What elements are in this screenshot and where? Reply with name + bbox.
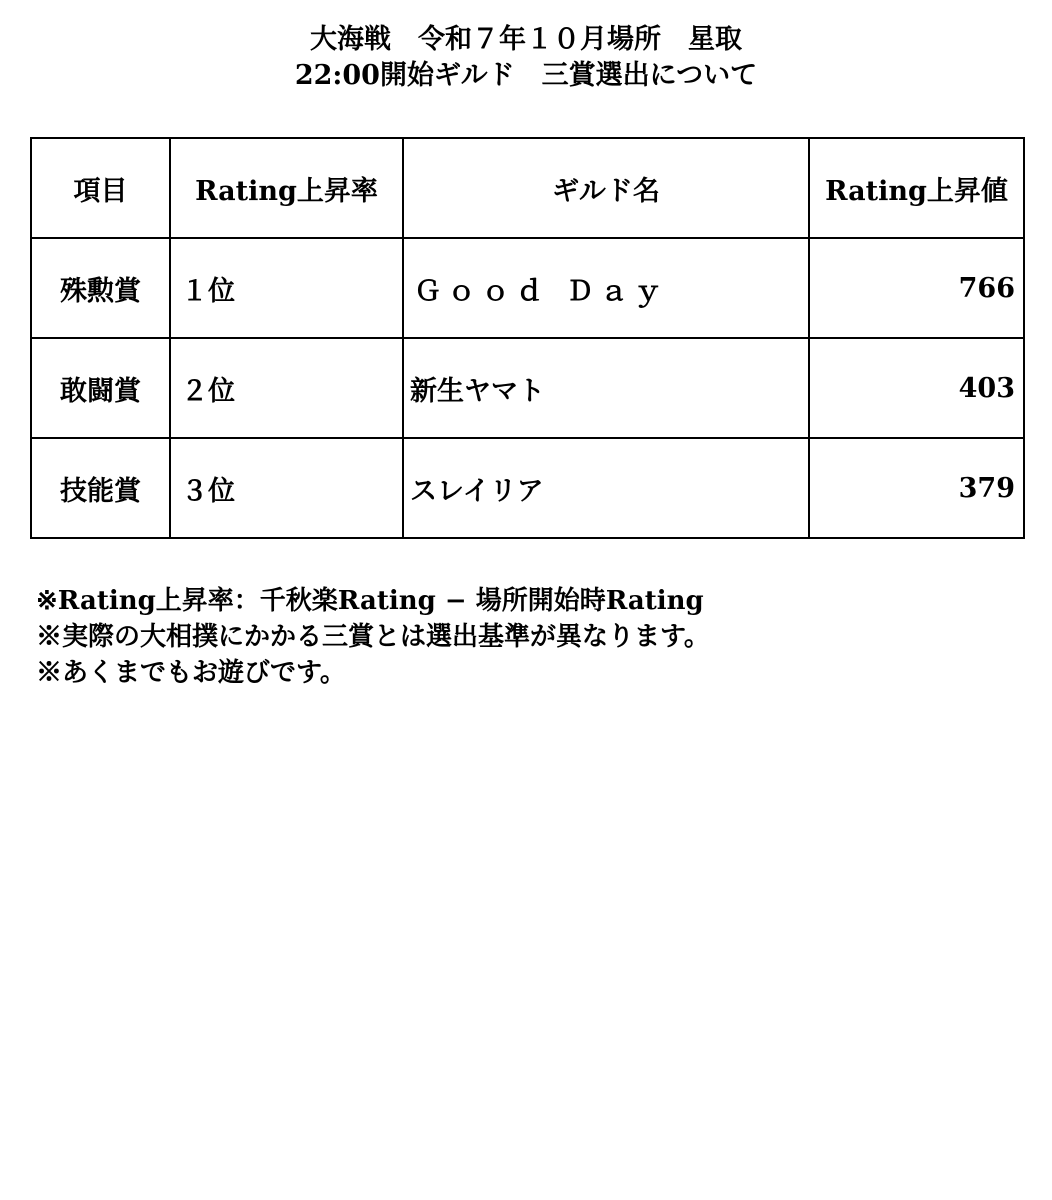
note-just-for-fun: ※あくまでもお遊びです。 [36, 658, 346, 688]
guild-name-cell: Ｇｏｏｄ Ｄａｙ [403, 238, 809, 338]
header-rating-value: Rating上昇値 [809, 138, 1024, 238]
table-header-row [31, 138, 1024, 238]
note-criteria-disclaimer: ※実際の大相撲にかかる三賞とは選出基準が異なります。 [36, 622, 710, 652]
header-item: 項目 [31, 138, 170, 238]
note-rating-definition: ※Rating上昇率：千秋楽Rating − 場所開始時Rating [36, 586, 704, 616]
table-row [31, 438, 1024, 538]
award-cell: 殊勲賞 [31, 238, 170, 338]
award-cell: 技能賞 [31, 438, 170, 538]
award-cell: 敢闘賞 [31, 338, 170, 438]
guild-name-cell: 新生ヤマト [403, 338, 809, 438]
rating-value-cell: 379 [809, 438, 1024, 538]
header-rating-rate: Rating上昇率 [170, 138, 403, 238]
header-guild-name: ギルド名 [403, 138, 809, 238]
rank-cell: ３位 [170, 438, 403, 538]
rating-value-cell: 403 [809, 338, 1024, 438]
guild-name-cell: スレイリア [403, 438, 809, 538]
title-line-2: 22:00開始ギルド 三賞選出について [294, 60, 758, 91]
rank-cell: ２位 [170, 338, 403, 438]
table-row [31, 338, 1024, 438]
rank-cell: １位 [170, 238, 403, 338]
table-row [31, 238, 1024, 338]
title-line-1: 大海戦 令和７年１０月場所 星取 [310, 24, 742, 55]
page-title [0, 22, 1052, 94]
awards-table [30, 137, 1025, 539]
notes-section [36, 583, 1026, 691]
rating-value-cell: 766 [809, 238, 1024, 338]
